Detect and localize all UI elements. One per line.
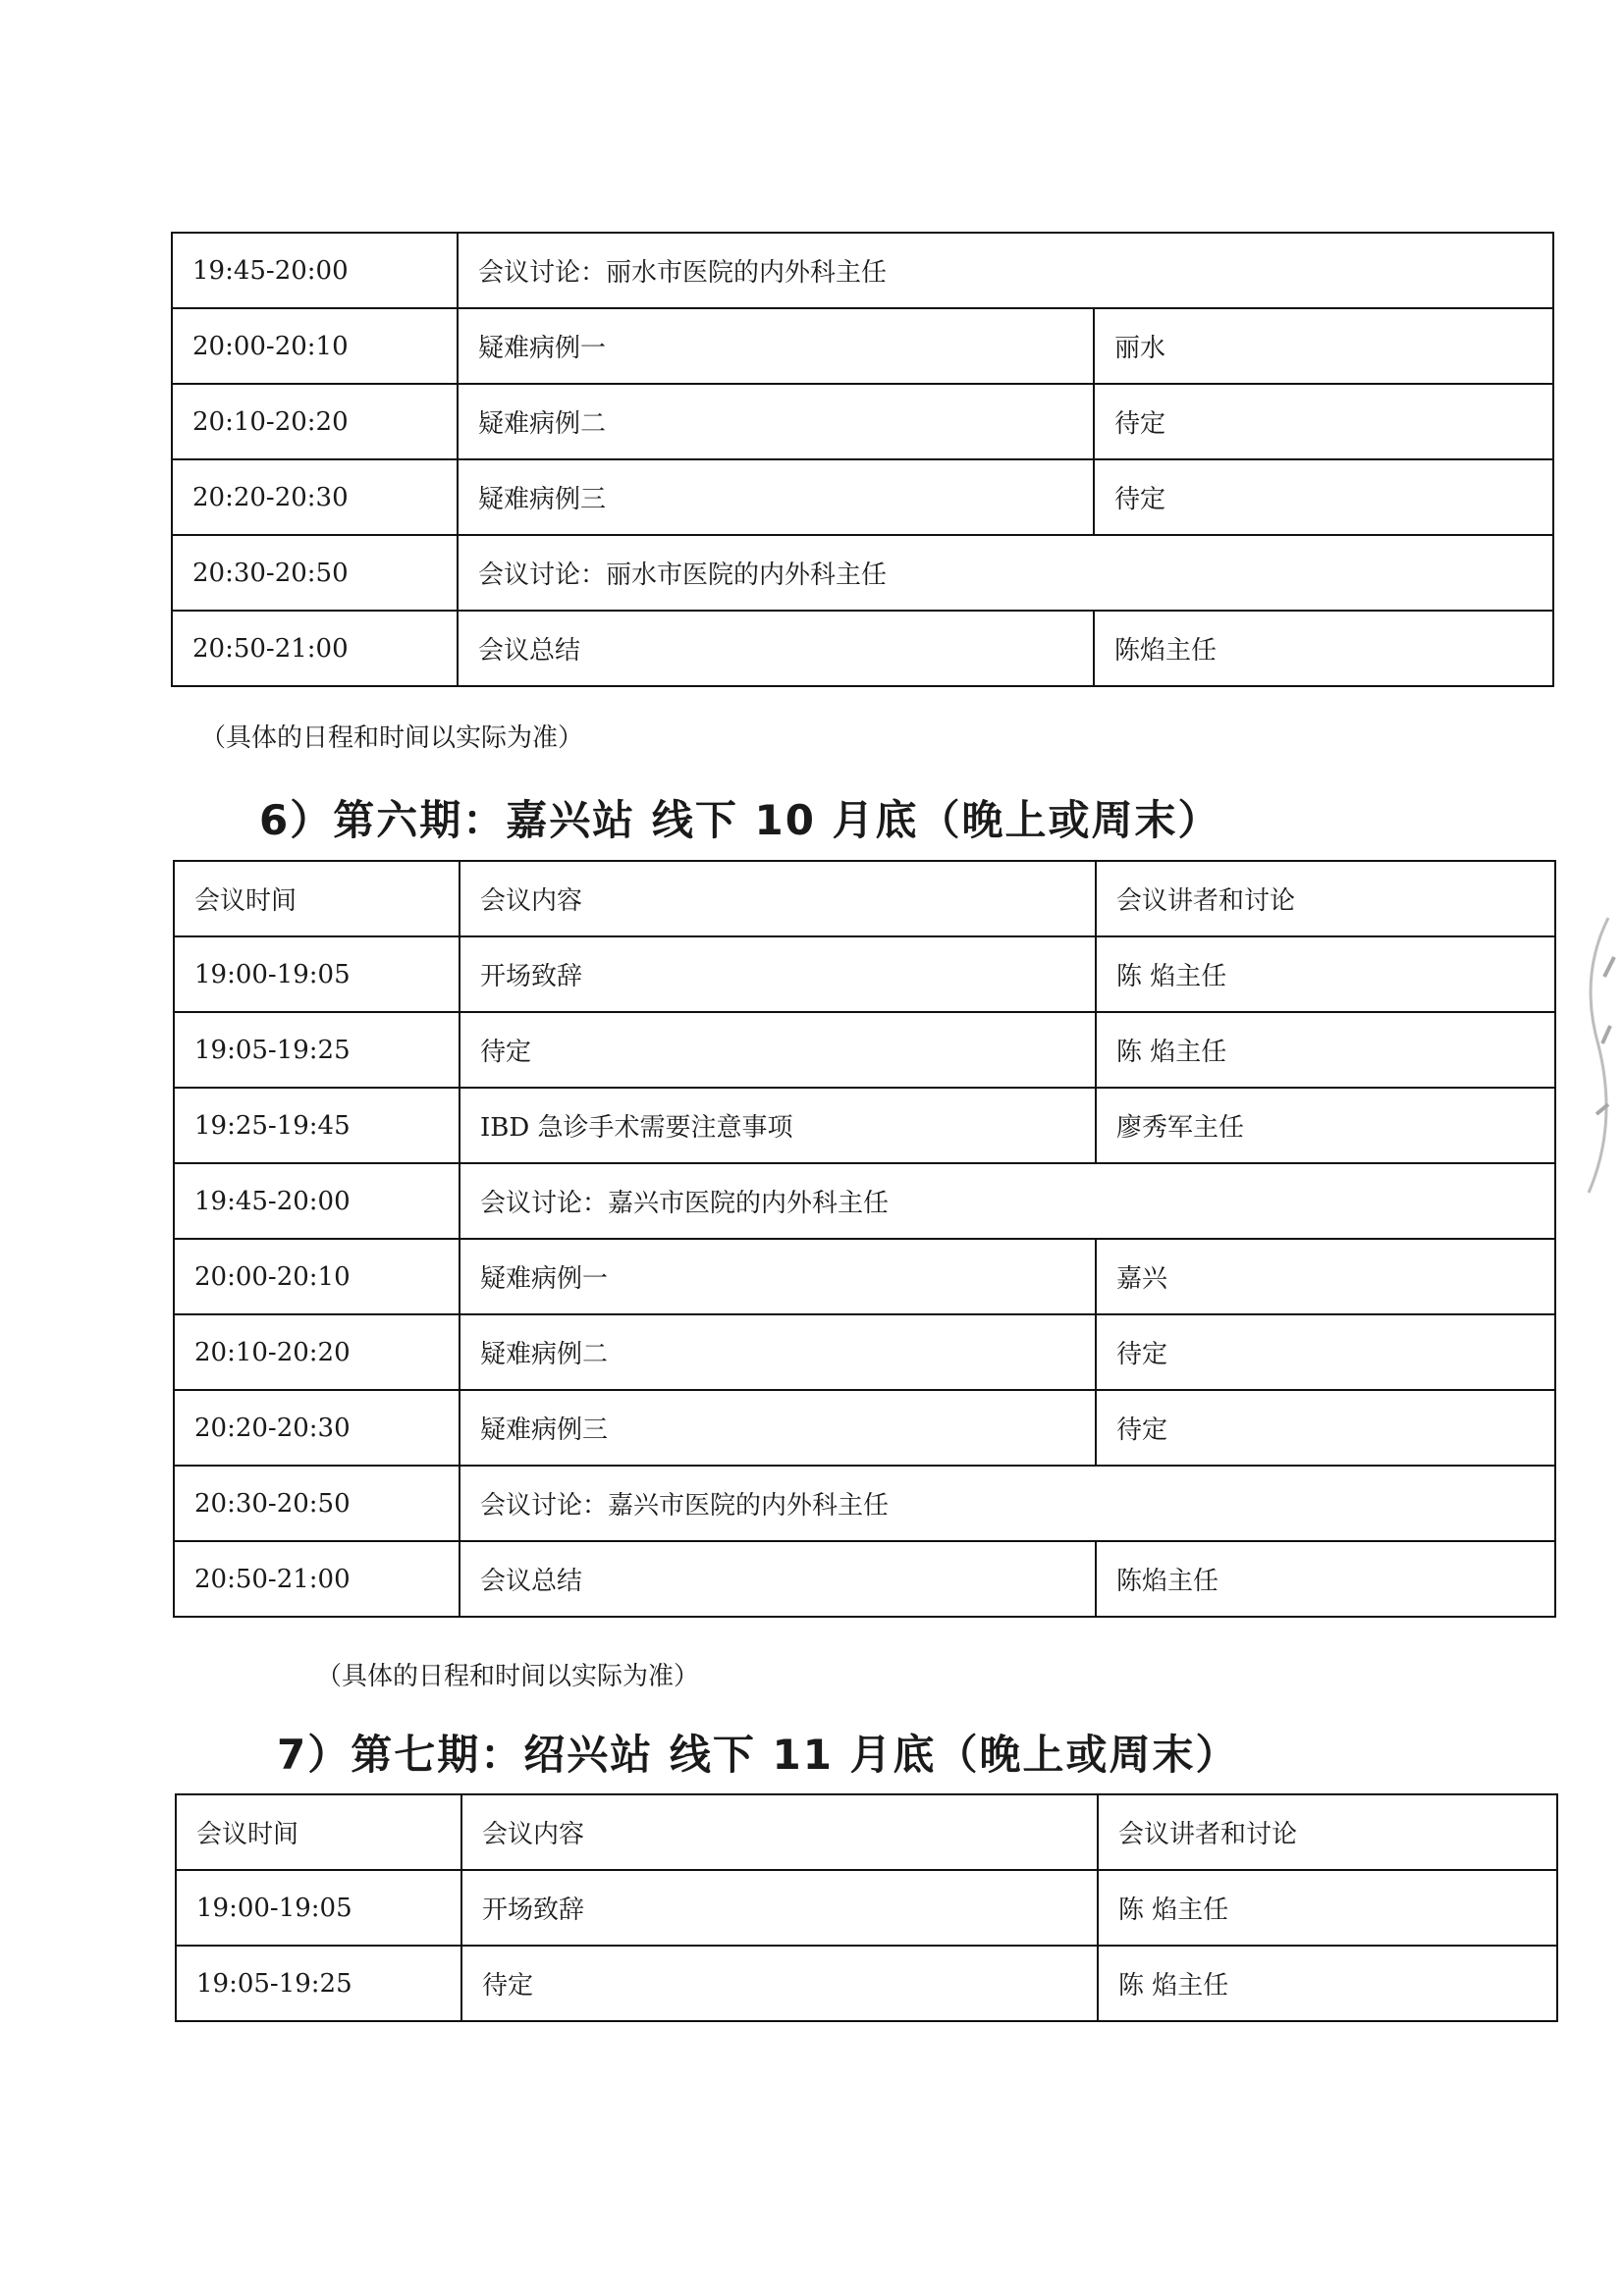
speaker-cell: 待定 bbox=[1096, 1314, 1555, 1390]
table-header bbox=[174, 861, 1555, 936]
table-body bbox=[176, 1870, 1557, 2021]
time-cell: 19:25-19:45 bbox=[174, 1088, 460, 1163]
seal-stamp-partial bbox=[1569, 898, 1624, 1202]
table-row bbox=[172, 535, 1553, 611]
content-cell: 疑难病例一 bbox=[460, 1239, 1096, 1314]
time-cell: 20:50-21:00 bbox=[172, 611, 458, 686]
speaker-cell: 廖秀军主任 bbox=[1096, 1088, 1555, 1163]
speaker-cell: 陈焰主任 bbox=[1094, 611, 1553, 686]
time-cell: 20:10-20:20 bbox=[172, 384, 458, 459]
content-cell: 待定 bbox=[460, 1012, 1096, 1088]
table-row bbox=[172, 233, 1553, 308]
speaker-cell: 待定 bbox=[1096, 1390, 1555, 1466]
schedule-table-jiaxing bbox=[173, 860, 1556, 1618]
content-cell: 疑难病例三 bbox=[460, 1390, 1096, 1466]
content-cell: 会议讨论：丽水市医院的内外科主任 bbox=[458, 535, 1553, 611]
section-heading-7: 7）第七期：绍兴站 线下 11 月底（晚上或周末） bbox=[277, 1731, 1239, 1779]
speaker-cell: 丽水 bbox=[1094, 308, 1553, 384]
header-time: 会议时间 bbox=[176, 1794, 461, 1870]
time-cell: 19:05-19:25 bbox=[176, 1946, 461, 2021]
content-cell: 会议讨论：丽水市医院的内外科主任 bbox=[458, 233, 1553, 308]
content-cell: 疑难病例一 bbox=[458, 308, 1094, 384]
content-cell: 待定 bbox=[461, 1946, 1098, 2021]
content-cell: 开场致辞 bbox=[460, 936, 1096, 1012]
schedule-note: （具体的日程和时间以实际为准） bbox=[316, 1662, 700, 1691]
speaker-cell: 待定 bbox=[1094, 459, 1553, 535]
table-header bbox=[176, 1794, 1557, 1870]
content-cell: 会议讨论：嘉兴市医院的内外科主任 bbox=[460, 1466, 1555, 1541]
table-row bbox=[174, 1088, 1555, 1163]
time-cell: 19:45-20:00 bbox=[172, 233, 458, 308]
header-time: 会议时间 bbox=[174, 861, 460, 936]
content-cell: 疑难病例三 bbox=[458, 459, 1094, 535]
speaker-cell: 嘉兴 bbox=[1096, 1239, 1555, 1314]
table-row bbox=[174, 936, 1555, 1012]
time-cell: 20:30-20:50 bbox=[174, 1466, 460, 1541]
content-cell: 会议总结 bbox=[460, 1541, 1096, 1617]
schedule-table-shaoxing bbox=[175, 1793, 1558, 2022]
speaker-cell: 陈焰主任 bbox=[1096, 1541, 1555, 1617]
time-cell: 20:50-21:00 bbox=[174, 1541, 460, 1617]
time-cell: 20:00-20:10 bbox=[172, 308, 458, 384]
table-row bbox=[172, 384, 1553, 459]
header-content: 会议内容 bbox=[461, 1794, 1098, 1870]
time-cell: 19:00-19:05 bbox=[176, 1870, 461, 1946]
time-cell: 19:45-20:00 bbox=[174, 1163, 460, 1239]
time-cell: 19:00-19:05 bbox=[174, 936, 460, 1012]
header-speaker: 会议讲者和讨论 bbox=[1096, 861, 1555, 936]
header-row bbox=[174, 861, 1555, 936]
content-cell: 疑难病例二 bbox=[458, 384, 1094, 459]
time-cell: 19:05-19:25 bbox=[174, 1012, 460, 1088]
speaker-cell: 陈 焰主任 bbox=[1098, 1870, 1557, 1946]
table-row bbox=[172, 459, 1553, 535]
content-cell: 会议讨论：嘉兴市医院的内外科主任 bbox=[460, 1163, 1555, 1239]
table-row bbox=[174, 1390, 1555, 1466]
content-cell: 疑难病例二 bbox=[460, 1314, 1096, 1390]
time-cell: 20:00-20:10 bbox=[174, 1239, 460, 1314]
table-row bbox=[174, 1541, 1555, 1617]
header-row bbox=[176, 1794, 1557, 1870]
table-row bbox=[176, 1946, 1557, 2021]
table-body bbox=[172, 233, 1553, 686]
time-cell: 20:10-20:20 bbox=[174, 1314, 460, 1390]
table-row bbox=[174, 1314, 1555, 1390]
table-row bbox=[174, 1239, 1555, 1314]
table-row bbox=[174, 1163, 1555, 1239]
content-cell: 会议总结 bbox=[458, 611, 1094, 686]
section-heading-6: 6）第六期：嘉兴站 线下 10 月底（晚上或周末） bbox=[259, 796, 1221, 844]
table-row bbox=[172, 308, 1553, 384]
table-body bbox=[174, 936, 1555, 1617]
schedule-note: （具体的日程和时间以实际为准） bbox=[200, 723, 584, 753]
content-cell: IBD 急诊手术需要注意事项 bbox=[460, 1088, 1096, 1163]
header-speaker: 会议讲者和讨论 bbox=[1098, 1794, 1557, 1870]
time-cell: 20:20-20:30 bbox=[172, 459, 458, 535]
time-cell: 20:30-20:50 bbox=[172, 535, 458, 611]
time-cell: 20:20-20:30 bbox=[174, 1390, 460, 1466]
speaker-cell: 陈 焰主任 bbox=[1096, 936, 1555, 1012]
content-cell: 开场致辞 bbox=[461, 1870, 1098, 1946]
table-row bbox=[176, 1870, 1557, 1946]
schedule-table-lishui bbox=[171, 232, 1554, 687]
speaker-cell: 陈 焰主任 bbox=[1098, 1946, 1557, 2021]
table-row bbox=[174, 1466, 1555, 1541]
speaker-cell: 待定 bbox=[1094, 384, 1553, 459]
table-row bbox=[174, 1012, 1555, 1088]
speaker-cell: 陈 焰主任 bbox=[1096, 1012, 1555, 1088]
header-content: 会议内容 bbox=[460, 861, 1096, 936]
table-row bbox=[172, 611, 1553, 686]
